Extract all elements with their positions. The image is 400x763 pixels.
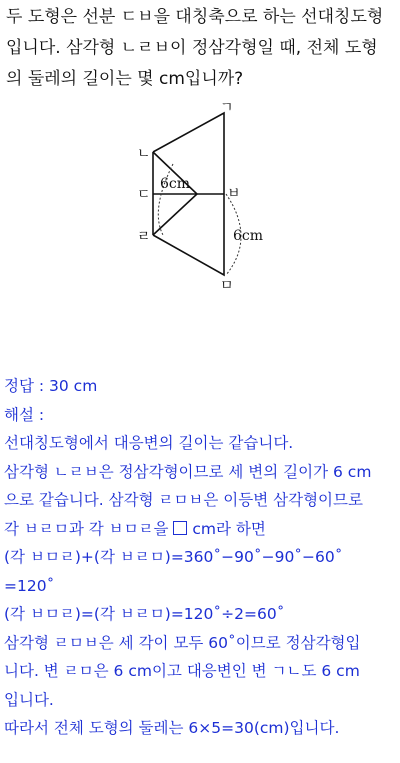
solution-text: [4, 372, 398, 743]
label-d: ㄷ: [137, 187, 151, 203]
solution-line: 따라서 전체 도형의 둘레는 6×5=30(cm)입니다.: [4, 719, 340, 737]
solution-line: 삼각형 ㄴㄹㅂ은 정삼각형이므로 세 변의 길이가 6 cm: [4, 462, 372, 481]
solution-line: 으로 같습니다. 삼각형 ㄹㅁㅂ은 이등변 삼각형이므로: [4, 491, 363, 509]
length-label-bm: 6cm: [233, 228, 264, 244]
solution-line: 입니다.: [4, 690, 54, 709]
solution-line: =120˚: [4, 576, 55, 595]
explain-title: 해설 :: [4, 405, 45, 424]
question-line: 의 둘레의 길이는 몇 cm입니까?: [6, 69, 244, 89]
figure-diagram: [0, 0, 400, 370]
label-r: ㄹ: [137, 229, 151, 245]
label-g: ㄱ: [220, 100, 234, 116]
solution-line-part: 각 ㅂㄹㅁ과 각 ㅂㅁㄹ을: [4, 519, 169, 538]
solution-line: 니다. 변 ㄹㅁ은 6 cm이고 대응변인 변 ㄱㄴ도 6 cm: [4, 662, 360, 680]
label-b: ㅂ: [227, 186, 241, 202]
solution-line: 삼각형 ㄹㅁㅂ은 세 각이 모두 60˚이므로 정삼각형입: [4, 633, 361, 652]
question-line: 입니다. 삼각형 ㄴㄹㅂ이 정삼각형일 때, 전체 도형: [6, 38, 378, 58]
length-label-nb: 6cm: [160, 176, 191, 192]
solution-line: (각 ㅂㅁㄹ)+(각 ㅂㄹㅁ)=360˚−90˚−90˚−60˚: [4, 548, 343, 566]
answer-line: 정답 : 30 cm: [4, 377, 98, 395]
dashed-arc-left: [158, 164, 173, 235]
solution-line: [4, 515, 398, 544]
label-m: ㅁ: [220, 278, 234, 294]
solution-line-part: cm라 하면: [192, 519, 266, 538]
label-n: ㄴ: [137, 146, 151, 162]
question-line: 두 도형은 선분 ㄷㅂ을 대칭축으로 하는 선대칭도형: [6, 7, 384, 27]
blank-box: [173, 521, 187, 535]
solution-line: 선대칭도형에서 대응변의 길이는 같습니다.: [4, 434, 294, 452]
solution-line: (각 ㅂㅁㄹ)=(각 ㅂㄹㅁ)=120˚÷2=60˚: [4, 605, 285, 623]
